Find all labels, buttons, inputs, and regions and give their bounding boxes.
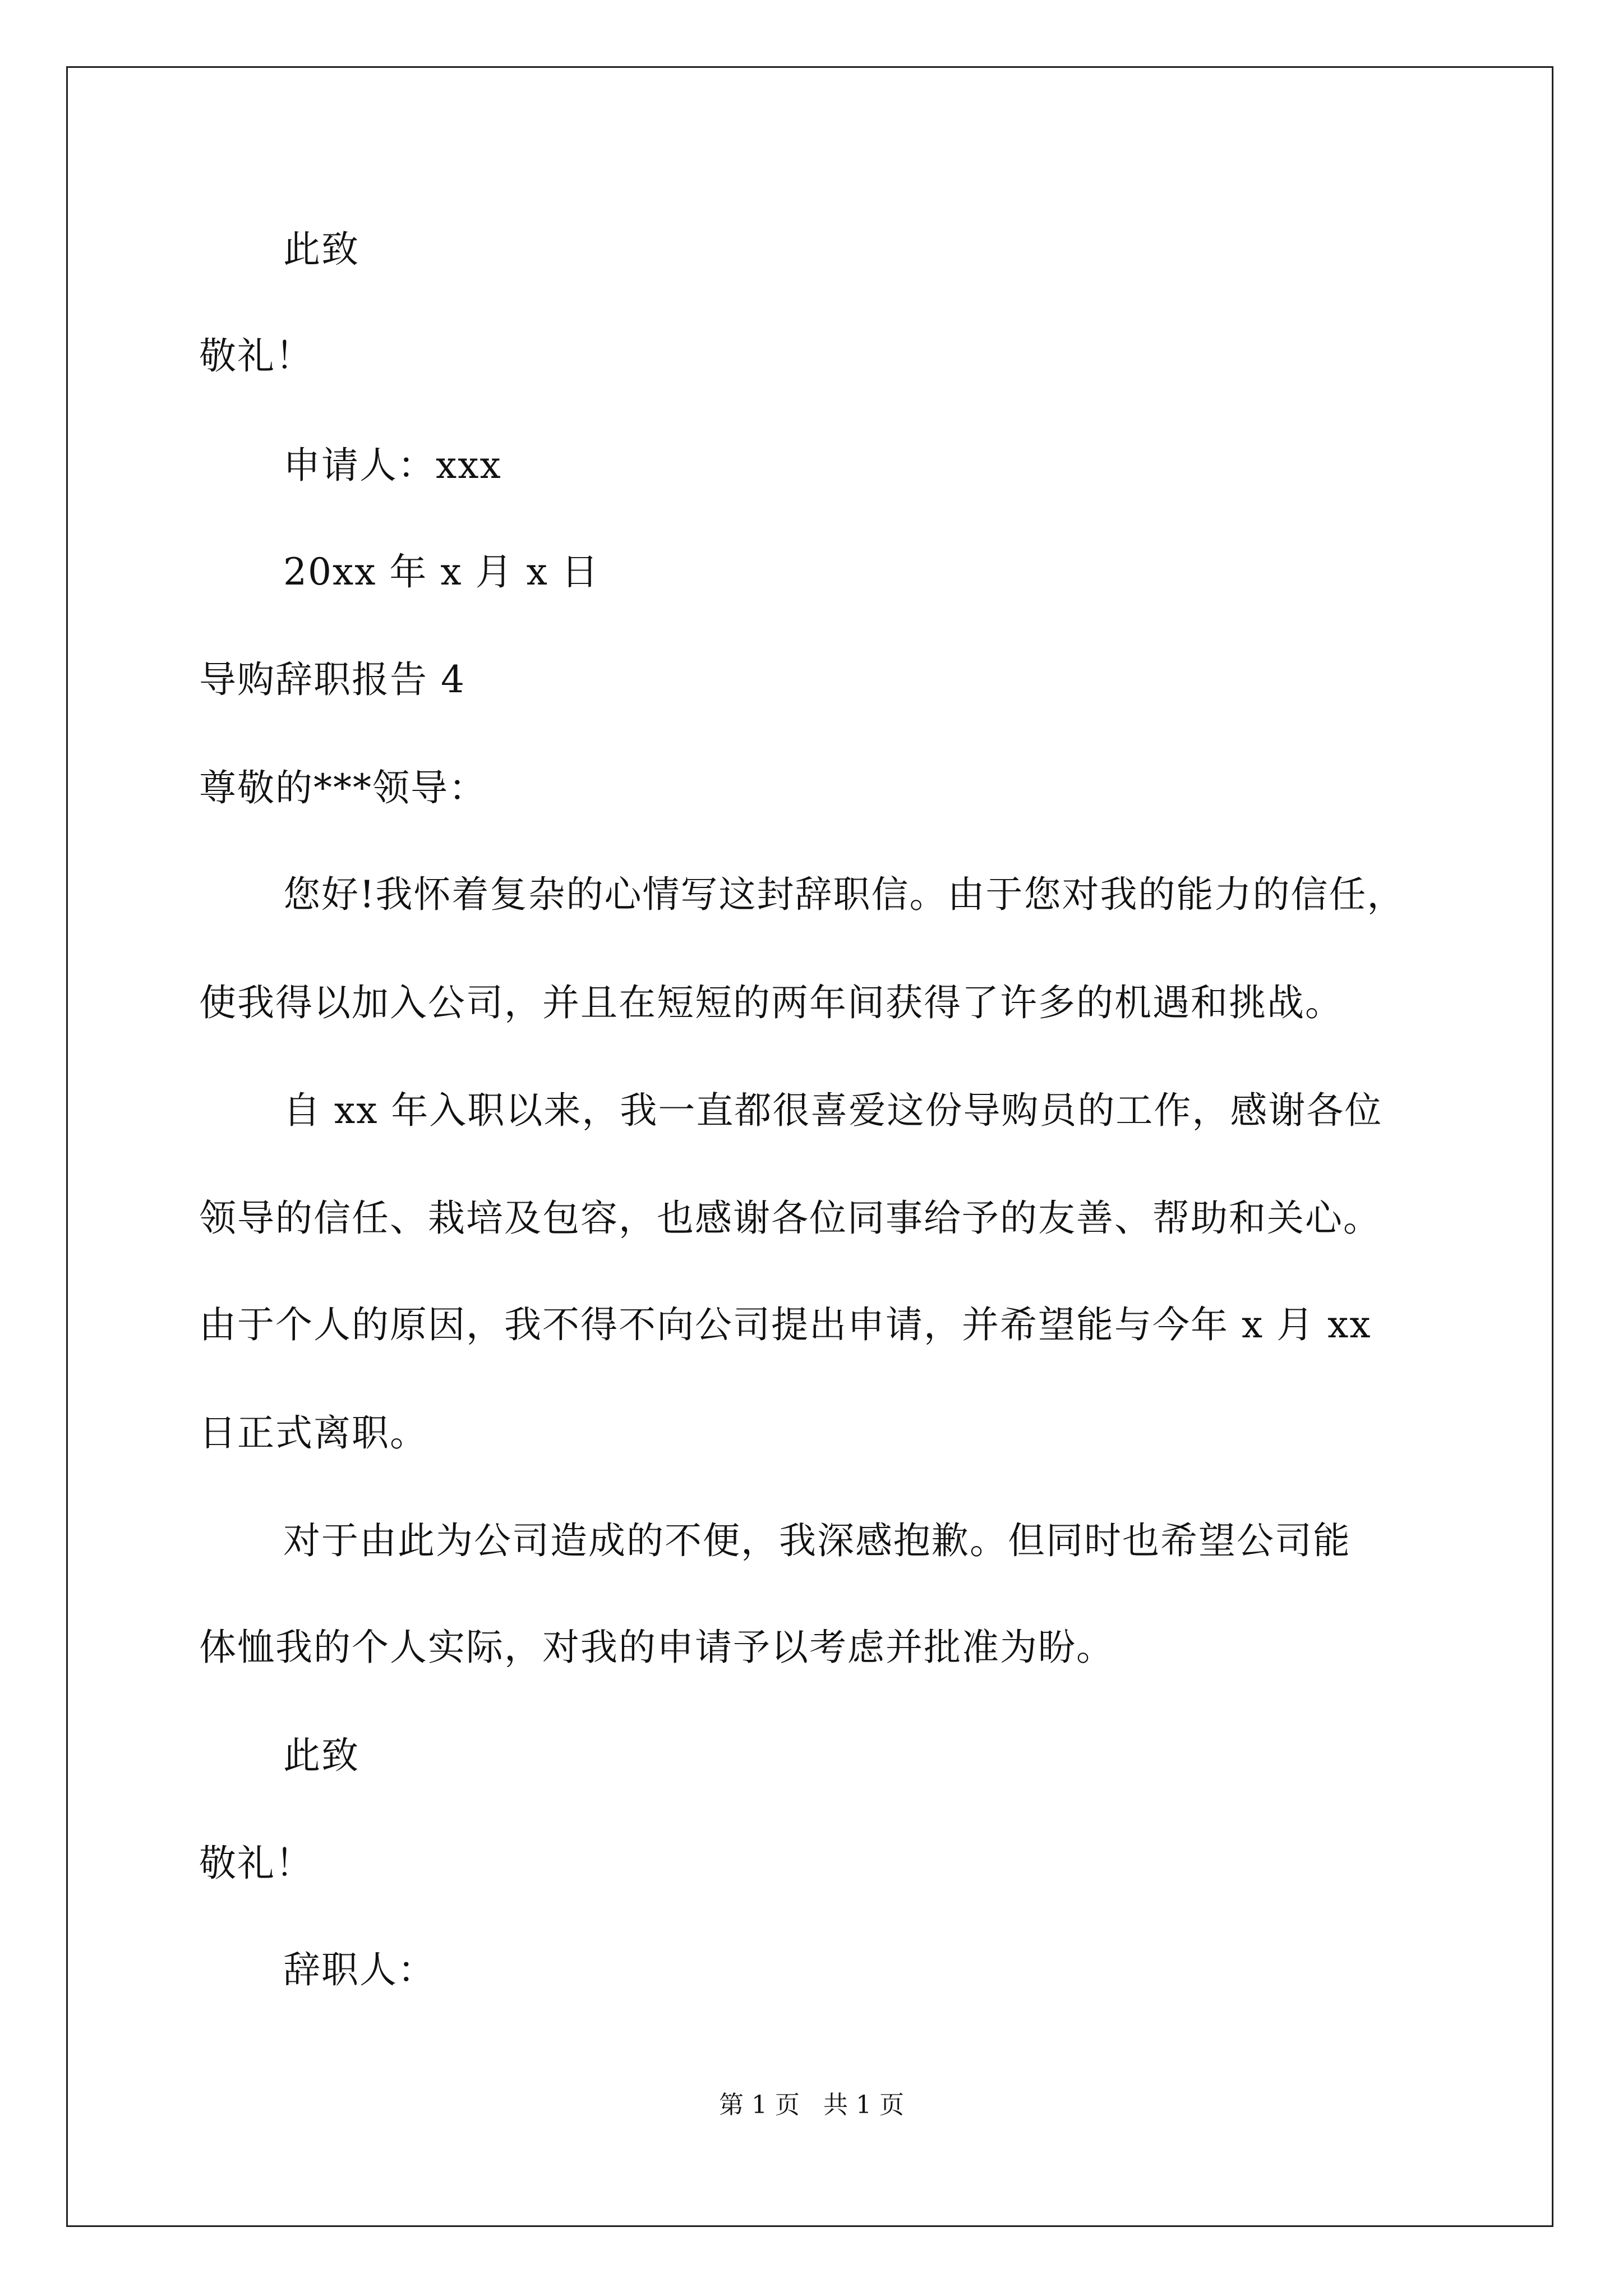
closing-salutation: 此致	[283, 1734, 359, 1777]
paragraph-line: 由于个人的原因，我不得不向公司提出申请，并希望能与今年 x 月 xx	[199, 1303, 1372, 1346]
page-border	[66, 66, 1553, 2227]
paragraph-line: 使我得以加入公司，并且在短短的两年间获得了许多的机遇和挑战。	[199, 981, 1343, 1024]
paragraph-line: 日正式离职。	[199, 1411, 428, 1455]
page-footer	[0, 2090, 1623, 2121]
paragraph-line: 对于由此为公司造成的不便，我深感抱歉。但同时也希望公司能	[283, 1519, 1351, 1562]
applicant-line: 申请人：xxx	[283, 444, 502, 487]
page-total: 共 1 页	[823, 2091, 904, 2119]
closing-regards: 敬礼！	[199, 334, 313, 378]
greeting: 尊敬的***领导：	[199, 766, 487, 809]
paragraph-line: 领导的信任、栽培及包容，也感谢各位同事给予的友善、帮助和关心。	[199, 1197, 1381, 1240]
resigner-line: 辞职人：	[283, 1948, 436, 1991]
date-line: 20xx 年 x 月 x 日	[283, 550, 600, 593]
closing-regards: 敬礼！	[199, 1842, 313, 1885]
paragraph-line: 您好!我怀着复杂的心情写这封辞职信。由于您对我的能力的信任，	[283, 873, 1405, 916]
paragraph-line: 自 xx 年入职以来，我一直都很喜爱这份导购员的工作，感谢各位	[283, 1089, 1383, 1132]
paragraph-line: 体恤我的个人实际，对我的申请予以考虑并批准为盼。	[199, 1626, 1114, 1669]
section-title: 导购辞职报告 4	[199, 658, 465, 701]
page-number: 第 1 页	[719, 2091, 800, 2119]
closing-salutation: 此致	[283, 228, 359, 271]
